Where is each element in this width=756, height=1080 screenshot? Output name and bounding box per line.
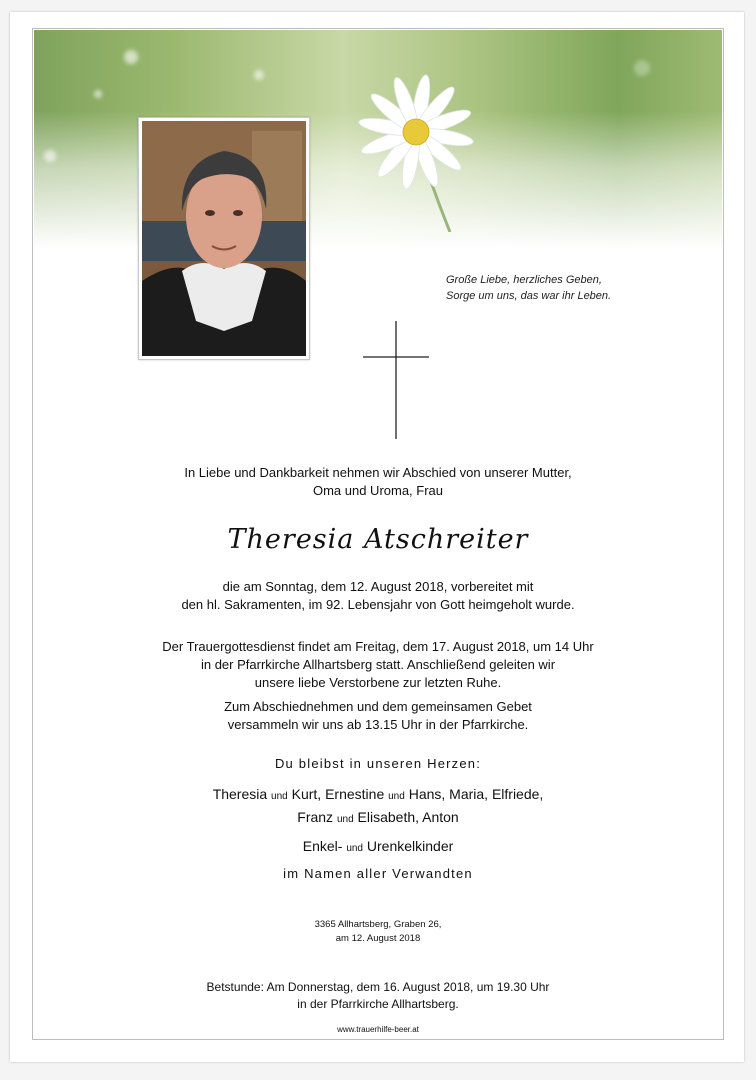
- family-conjunction: und: [271, 791, 288, 802]
- family-line: [34, 784, 722, 807]
- family-name: Hans, Maria, Elfriede,: [408, 786, 544, 802]
- intro-line: Oma und Uroma, Frau: [312, 483, 444, 498]
- family-conjunction: und: [336, 814, 354, 825]
- cross-icon: [363, 321, 429, 439]
- deceased-name: Theresia Atschreiter: [227, 524, 529, 555]
- prayer-line: in der Pfarrkirche Allhartsberg.: [297, 997, 459, 1011]
- family-name: Elisabeth, Anton: [357, 809, 459, 825]
- address-block: [34, 918, 722, 946]
- prayer-block: [34, 979, 722, 1013]
- family-name: Urenkelkinder: [366, 838, 454, 854]
- remembrance-line: Du bleibst in unseren Herzen:: [274, 756, 482, 771]
- gathering-text: [34, 698, 722, 734]
- family-name: Kurt, Ernestine: [291, 786, 385, 802]
- intro-text: [34, 464, 722, 500]
- gathering-line: versammeln wir uns ab 13.15 Uhr in der Pfarrkirche.: [227, 717, 529, 732]
- intro-line: In Liebe und Dankbarkeit nehmen wir Abschied von unserer Mutter,: [184, 465, 572, 480]
- quote-line: Sorge um uns, das war ihr Leben.: [446, 290, 612, 302]
- family-conjunction: und: [346, 843, 363, 854]
- death-line: den hl. Sakramenten, im 92. Lebensjahr von Gott heimgeholt wurde.: [181, 597, 575, 612]
- family-line: [34, 836, 722, 859]
- address-line: am 12. August 2018: [335, 933, 421, 944]
- family-conjunction: und: [388, 791, 405, 802]
- family-name: Franz: [297, 809, 334, 825]
- portrait-photo: [138, 117, 310, 360]
- quote-line: Große Liebe, herzliches Geben,: [446, 274, 602, 286]
- footer-url[interactable]: www.trauerhilfe-beer.at: [337, 1025, 419, 1034]
- family-name: Theresia: [212, 786, 268, 802]
- service-line: in der Pfarrkirche Allhartsberg statt. Anschließend geleiten wir: [200, 657, 556, 672]
- address-line: 3365 Allhartsberg, Graben 26,: [314, 919, 442, 930]
- death-line: die am Sonntag, dem 12. August 2018, vorbereitet mit: [222, 579, 534, 594]
- gathering-line: Zum Abschiednehmen und dem gemeinsamen Gebet: [224, 699, 532, 714]
- obituary-sheet: [10, 12, 744, 1062]
- death-text: [34, 578, 722, 614]
- prayer-line: Betstunde: Am Donnerstag, dem 16. August 2018, um 19.30 Uhr: [206, 980, 550, 994]
- quote: [446, 272, 611, 304]
- relatives-line: im Namen aller Verwandten: [283, 866, 473, 881]
- service-line: Der Trauergottesdienst findet am Freitag, dem 17. August 2018, um 14 Uhr: [162, 639, 594, 654]
- service-line: unsere liebe Verstorbene zur letzten Ruhe.: [254, 675, 502, 690]
- family-line: [34, 807, 722, 830]
- family-name: Enkel-: [302, 838, 343, 854]
- service-text: [34, 638, 722, 692]
- daisy-flower-icon: [350, 72, 490, 232]
- family-list: [34, 784, 722, 859]
